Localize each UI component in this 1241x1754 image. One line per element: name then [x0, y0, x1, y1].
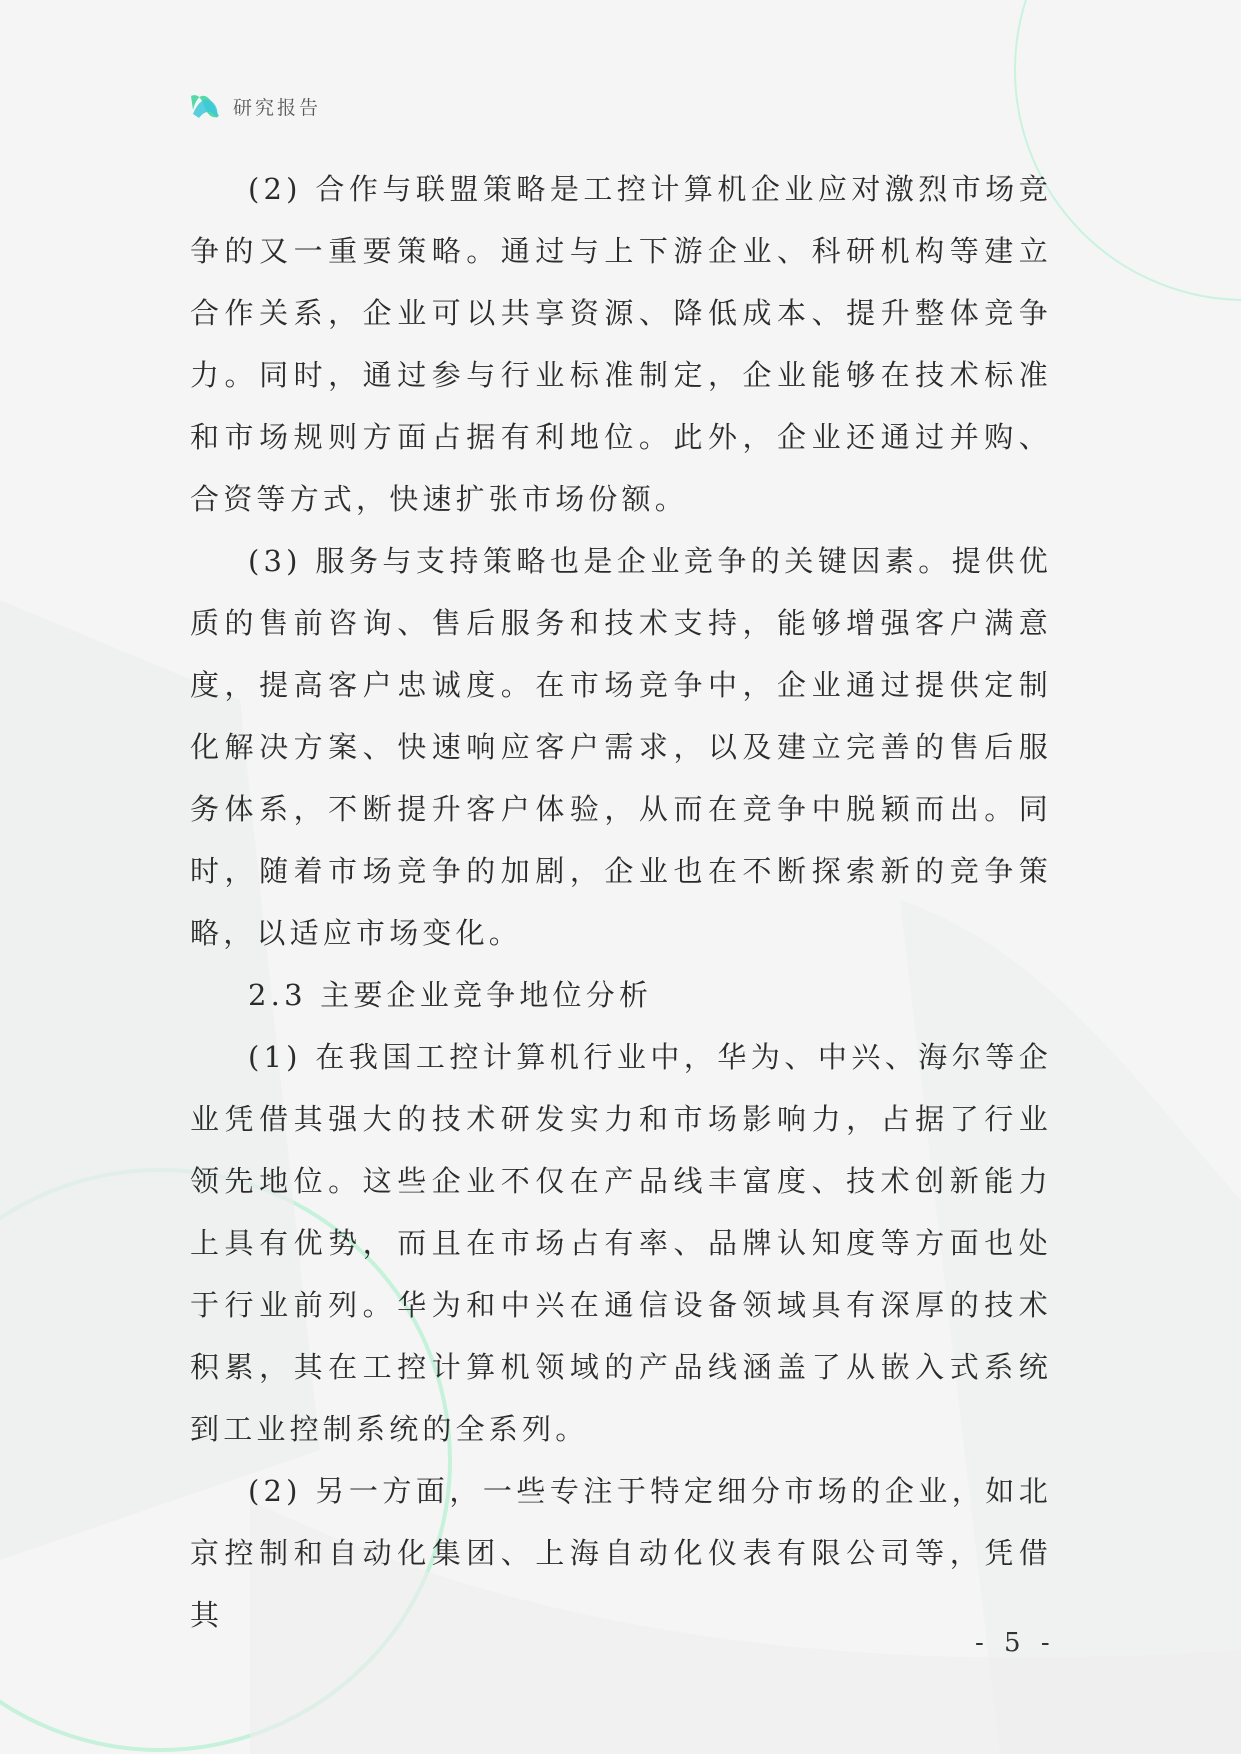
paragraph-service-strategy: (3) 服务与支持策略也是企业竞争的关键因素。提供优质的售前咨询、售后服务和技术支持，能够增强客户满意度，提高客户忠诚度。在市场竞争中，企业通过提供定制化解决方案、快速响应客户需求，以及建立完善的售后服务体系，不断提升客户体验，从而在竞争中脱颖而出。同时，随着市场竞争的加剧，企业也在不断探索新的竞争策略，以适应市场变化。	[190, 544, 1052, 950]
section-heading: 2.3 主要企业竞争地位分析	[248, 978, 653, 1012]
paragraph-niche-enterprises: (2) 另一方面，一些专注于特定细分市场的企业，如北京控制和自动化集团、上海自动化仪表有限公司等，凭借其	[190, 1474, 1052, 1632]
page-number: - 5 -	[975, 1628, 1056, 1658]
report-header	[187, 88, 321, 124]
paragraph-leading-enterprises: (1) 在我国工控计算机行业中，华为、中兴、海尔等企业凭借其强大的技术研发实力和市场影响力，占据了行业领先地位。这些企业不仅在产品线丰富度、技术创新能力上具有优势，而且在市场占有率、品牌认知度等方面也处于行业前列。华为和中兴在通信设备领域具有深厚的技术积累，其在工控计算机领域的产品线涵盖了从嵌入式系统到工业控制系统的全系列。	[190, 1040, 1052, 1446]
brand-logo-icon	[187, 88, 223, 124]
header-title: 研究报告	[233, 96, 322, 119]
document-body	[190, 158, 1052, 1646]
paragraph-cooperation-strategy: (2) 合作与联盟策略是工控计算机企业应对激烈市场竞争的又一重要策略。通过与上下游企业、科研机构等建立合作关系，企业可以共享资源、降低成本、提升整体竞争力。同时，通过参与行业标准制定，企业能够在技术标准和市场规则方面占据有利地位。此外，企业还通过并购、合资等方式，快速扩张市场份额。	[190, 172, 1052, 516]
